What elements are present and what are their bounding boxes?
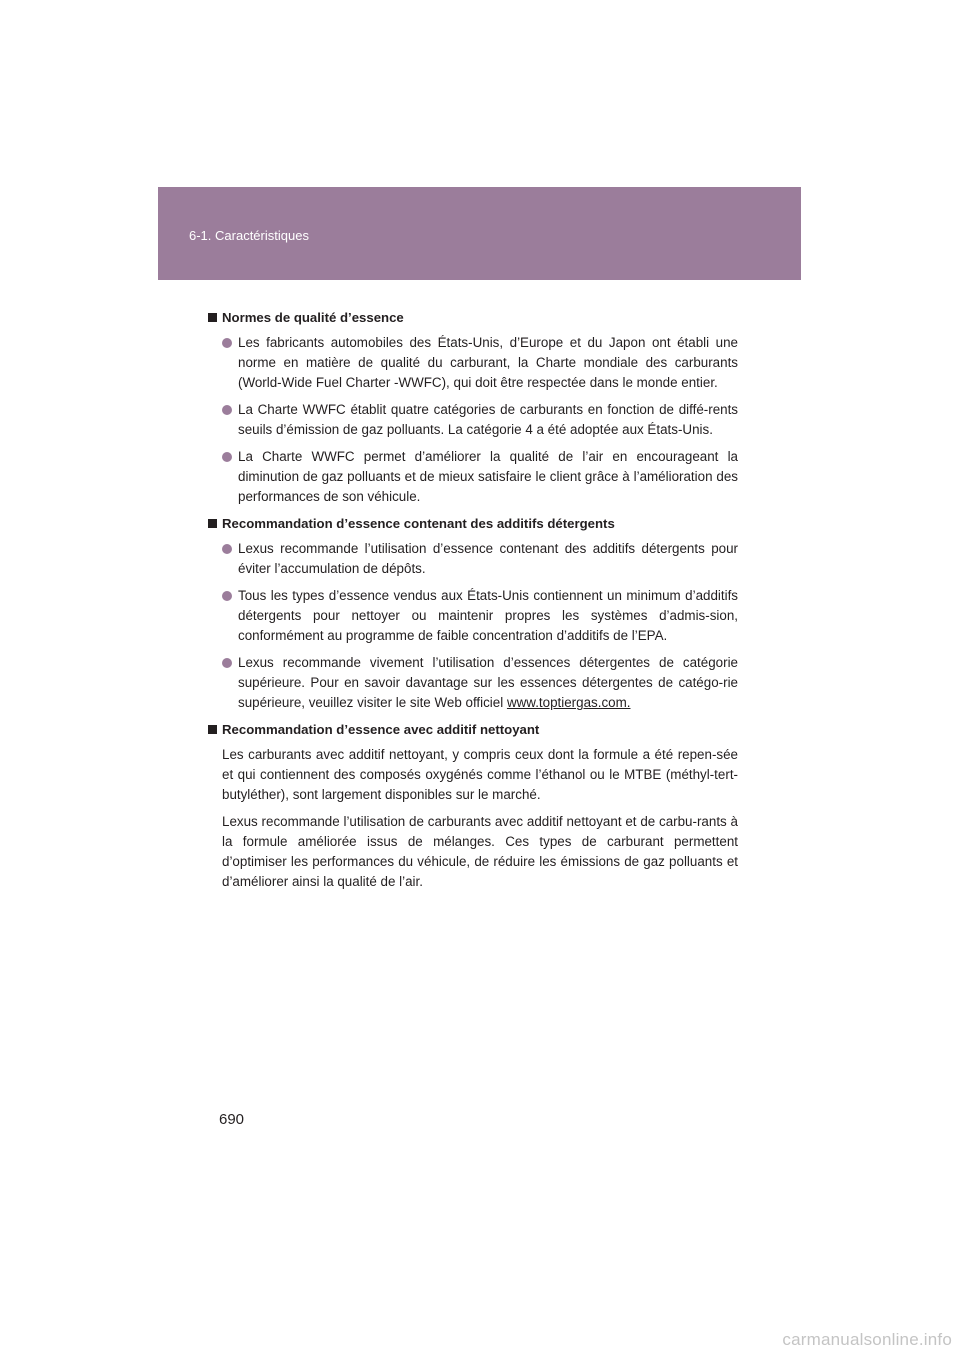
round-bullet-icon: [222, 338, 232, 348]
section-fuel-quality-standards: [208, 308, 738, 507]
square-bullet-icon: [208, 519, 217, 528]
section-cleaning-additive: [208, 720, 738, 892]
page-number: 690: [219, 1111, 245, 1128]
list-item: Lexus recommande vivement l’utilisation d’essences détergentes de catégorie supérieure. Pour en savoir davantage sur les essences détergentes de catégo-rie supérieure, veuillez visiter le site Web officiel www.toptiergas.com.: [208, 653, 738, 713]
chapter-header-band: [158, 187, 801, 280]
section-title: Recommandation d’essence avec additif nettoyant: [208, 720, 738, 740]
list-item: La Charte WWFC établit quatre catégories de carburants en fonction de diffé-rents seuils d’émission de gaz polluants. La catégorie 4 a été adoptée aux États-Unis.: [208, 400, 738, 440]
section-title: Recommandation d’essence contenant des additifs détergents: [208, 514, 738, 534]
list-item: Les fabricants automobiles des États-Unis, d’Europe et du Japon ont établi une norme en matière de qualité du carburant, la Charte mondiale des carburants (World-Wide Fuel Charter -WWFC), qui doit être respectée dans le monde entier.: [208, 333, 738, 393]
round-bullet-icon: [222, 544, 232, 554]
list-item: Tous les types d’essence vendus aux États-Unis contiennent un minimum d’additifs détergents pour nettoyer ou maintenir propres les systèmes d’admis-sion, conformément au programme de faible concentration d’additifs de l’EPA.: [208, 586, 738, 646]
square-bullet-icon: [208, 725, 217, 734]
square-bullet-icon: [208, 313, 217, 322]
toptiergas-link[interactable]: www.toptiergas.com.: [506, 695, 631, 710]
section-title: Normes de qualité d’essence: [208, 308, 738, 328]
page-content: [208, 308, 738, 899]
paragraph: Lexus recommande l’utilisation de carburants avec additif nettoyant et de carbu-rants à la formule améliorée issus de mélanges. Ces types de carburant permettent d’optimiser les performances du véhicule, de réduire les émissions de gaz polluants et d’améliorer ainsi la qualité de l’air.: [222, 814, 738, 889]
round-bullet-icon: [222, 591, 232, 601]
paragraph: Les carburants avec additif nettoyant, y compris ceux dont la formule a été repen-sée et qui contiennent des composés oxygénés comme l’éthanol ou le MTBE (méthyl-tert-butyléther), sont largement disponibles sur le marché.: [222, 747, 738, 802]
list-item: La Charte WWFC permet d’améliorer la qualité de l’air en encourageant la diminution de gaz polluants et de mieux satisfaire le client grâce à l’amélioration des performances de son véhicule.: [208, 447, 738, 507]
chapter-title: 6-1. Caractéristiques: [189, 228, 309, 243]
round-bullet-icon: [222, 405, 232, 415]
section-detergent-additives: [208, 514, 738, 713]
round-bullet-icon: [222, 452, 232, 462]
list-item: Lexus recommande l’utilisation d’essence contenant des additifs détergents pour éviter l’accumulation de dépôts.: [208, 539, 738, 579]
round-bullet-icon: [222, 658, 232, 668]
watermark: carmanualsonline.info: [782, 1330, 952, 1349]
